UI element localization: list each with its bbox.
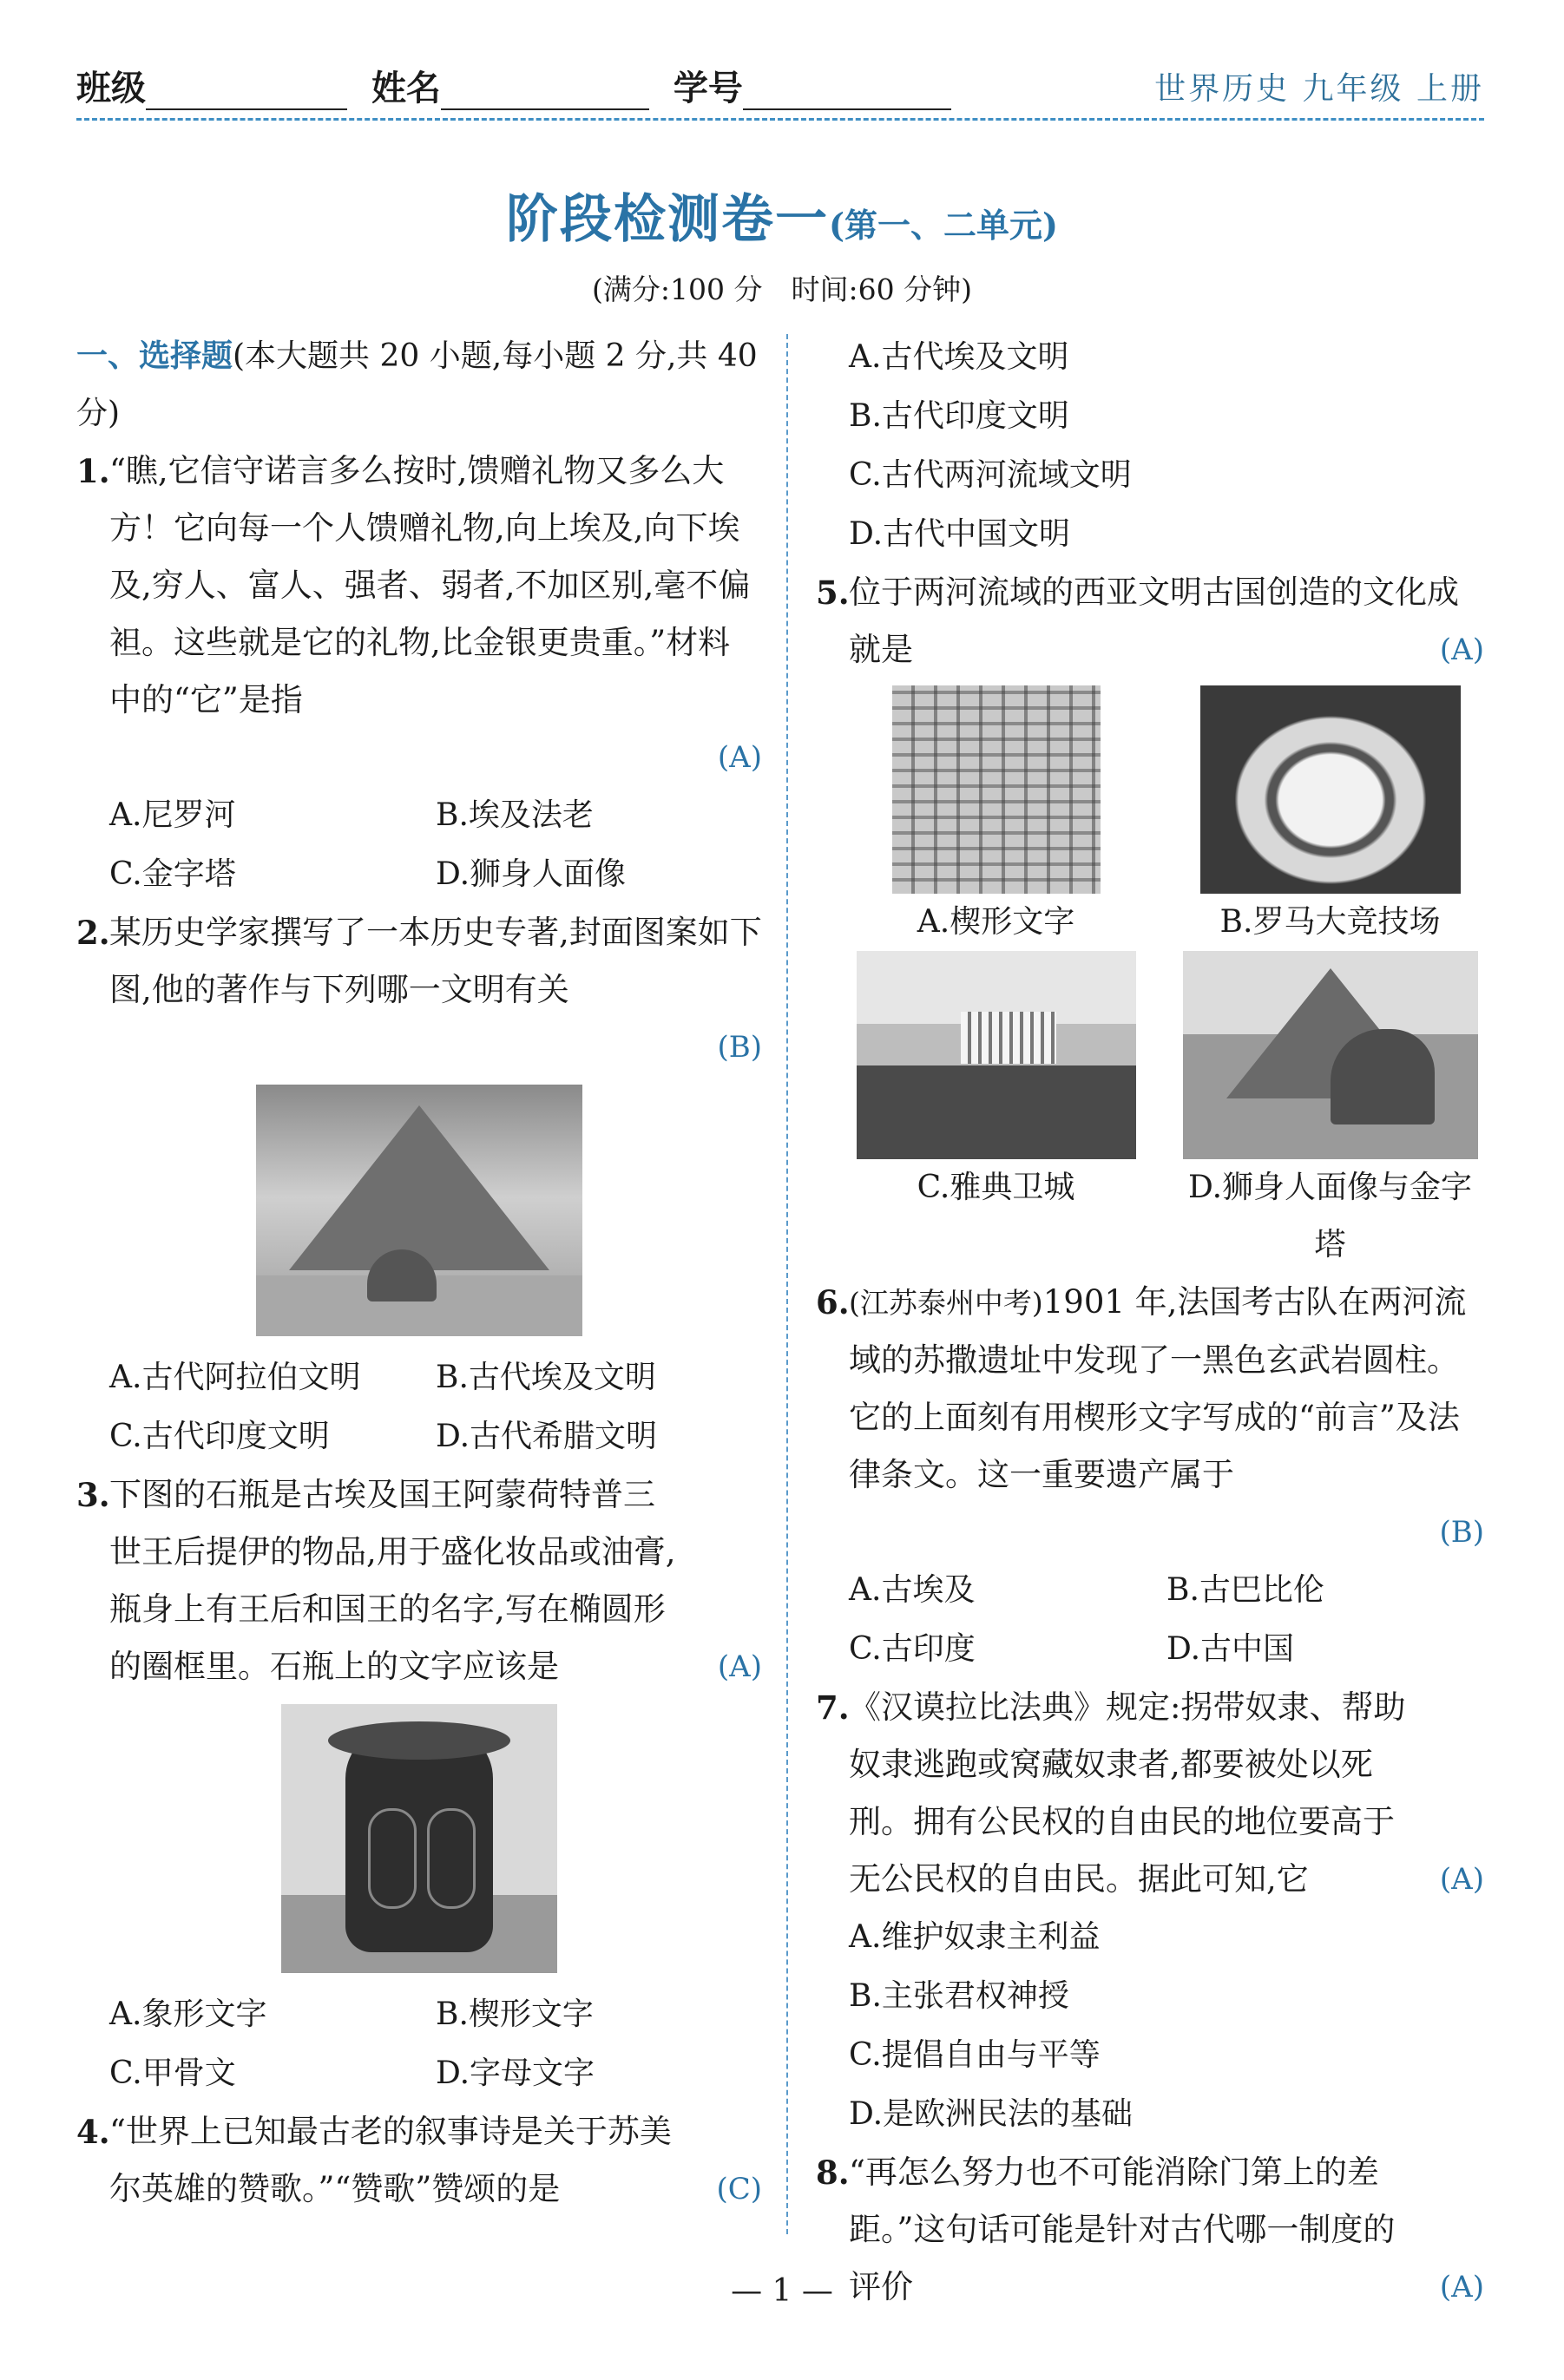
class-blank	[146, 75, 347, 110]
question-text: 下图的石瓶是古埃及国王阿蒙荷特普三世王后提伊的物品,用于盛化妆品或油膏,瓶身上有王后和国王的名字,写在椭圆形的圈框里。石瓶上的文字应该是	[109, 1476, 676, 1685]
option-a: A.象形文字	[109, 1996, 267, 2032]
question-number: 1.	[76, 452, 110, 490]
option-b: B.古代埃及文明	[436, 1360, 656, 1395]
question-number: 5.	[816, 574, 850, 612]
option-a: A.古代埃及文明	[849, 339, 1069, 375]
question-2	[76, 904, 762, 1019]
right-column	[816, 328, 1484, 2316]
exam-meta: (满分:100 分 时间:60 分钟)	[592, 272, 972, 306]
section-heading	[76, 328, 762, 443]
option-d: D.狮身人面像	[436, 856, 627, 892]
question-text: “瞧,它信守诺言多么按时,馈赠礼物又多么大方！它向每一个人馈赠礼物,向上埃及,向下埃及,穷人、富人、强者、弱者,不加区别,毫不偏袒。这些就是它的礼物,比金银更贵重。”材料中的“它”是指	[109, 452, 751, 718]
question-source: (江苏泰州中考)	[849, 1286, 1043, 1320]
answer-3: (A)	[717, 1649, 762, 1684]
option-c: C.古代两河流域文明	[849, 457, 1132, 493]
cuneiform-tablet-image	[892, 685, 1101, 894]
page-header	[76, 61, 1484, 121]
answer-2: (B)	[717, 1030, 762, 1065]
option-c: C.古印度	[849, 1631, 976, 1667]
colosseum-image	[1200, 685, 1461, 894]
pyramid-shape	[289, 1105, 549, 1270]
option-d: D.古代中国文明	[849, 516, 1071, 552]
options-1	[76, 786, 762, 904]
answer-8: (A)	[1439, 2270, 1484, 2305]
question-number: 3.	[76, 1476, 110, 1514]
student-info	[76, 61, 963, 110]
sphinx-pyramid-image	[1183, 951, 1478, 1159]
id-blank	[743, 75, 951, 110]
question-4	[76, 2103, 762, 2218]
option-b: B.主张君权神授	[849, 1978, 1069, 2014]
question-number: 8.	[816, 2154, 850, 2192]
caption-c: C.雅典卫城	[917, 1170, 1075, 1205]
question-number: 6.	[816, 1283, 850, 1321]
answer-4: (C)	[716, 2172, 762, 2206]
option-b: B.古代印度文明	[849, 398, 1069, 434]
section-title: 一、选择题	[76, 338, 233, 374]
option-b: B.埃及法老	[436, 797, 594, 833]
option-a: A.维护奴隶主利益	[849, 1919, 1101, 1955]
answer-7: (A)	[1439, 1862, 1484, 1897]
question-text: “世界上已知最古老的叙事诗是关于苏美尔英雄的赞歌。”“赞歌”赞颂的是	[109, 2113, 672, 2207]
caption-d: D.狮身人面像与金字塔	[1187, 1170, 1473, 1262]
option-c: C.提倡自由与平等	[849, 2037, 1101, 2073]
id-label: 学号	[673, 69, 743, 108]
exam-title	[0, 178, 1564, 252]
option-d: D.字母文字	[436, 2055, 595, 2091]
question-5	[816, 564, 1484, 679]
answer-6: (B)	[1439, 1515, 1484, 1550]
q5-option-b	[1176, 685, 1484, 951]
name-blank	[441, 75, 649, 110]
option-d: D.古代希腊文明	[436, 1419, 658, 1454]
option-d: D.古中国	[1166, 1631, 1295, 1667]
stone-jar-image	[281, 1704, 557, 1973]
option-d: D.是欧洲民法的基础	[849, 2096, 1134, 2132]
option-b: B.古巴比伦	[1166, 1572, 1324, 1608]
subject-label: 世界历史 九年级 上册	[1154, 71, 1484, 107]
cartouche-shape	[427, 1808, 476, 1909]
options-3	[76, 1985, 762, 2103]
caption-a: A.楔形文字	[917, 904, 1075, 940]
left-column	[76, 328, 762, 2218]
option-a: A.古代阿拉伯文明	[109, 1360, 361, 1395]
question-text: 1901 年,法国考古队在两河流域的苏撒遗址中发现了一黑色玄武岩圆柱。它的上面刻有用楔形文字写成的“前言”及法律条文。这一重要遗产属于	[849, 1283, 1467, 1493]
class-label: 班级	[76, 69, 146, 108]
question-number: 4.	[76, 2113, 110, 2151]
question-number: 2.	[76, 914, 110, 952]
question-number: 7.	[816, 1688, 850, 1727]
column-divider	[786, 334, 788, 2234]
options-6	[816, 1561, 1484, 1679]
option-a: A.古埃及	[849, 1572, 976, 1608]
exam-title-sub: (第一、二单元)	[829, 206, 1058, 245]
q5-option-c	[842, 951, 1150, 1274]
jar-rim	[328, 1721, 510, 1760]
option-c: C.甲骨文	[109, 2055, 236, 2091]
q5-option-a	[842, 685, 1150, 951]
question-3	[76, 1466, 762, 1695]
options-2	[76, 1348, 762, 1466]
answer-1: (A)	[717, 740, 762, 775]
options-7	[816, 1908, 1484, 2144]
name-label: 姓名	[371, 69, 441, 108]
options-4	[816, 328, 1484, 564]
q5-option-d	[1176, 951, 1484, 1274]
option-b: B.楔形文字	[436, 1996, 594, 2032]
section-desc: (本大题共 20 小题,每小题 2 分,共 40 分)	[76, 338, 758, 431]
page-number: — 1 —	[731, 2273, 833, 2309]
option-c: C.金字塔	[109, 856, 236, 892]
caption-b: B.罗马大竞技场	[1219, 904, 1441, 940]
answer-5: (A)	[1439, 633, 1484, 667]
question-6	[816, 1274, 1484, 1504]
question-text: 《汉谟拉比法典》规定:拐带奴隶、帮助奴隶逃跑或窝藏奴隶者,都要被处以死刑。拥有公民权的自由民的地位要高于无公民权的自由民。据此可知,它	[849, 1688, 1406, 1898]
question-7	[816, 1679, 1484, 1908]
acropolis-image	[857, 951, 1136, 1159]
option-c: C.古代印度文明	[109, 1419, 330, 1454]
exam-title-main: 阶段检测卷一	[506, 189, 830, 250]
q5-image-grid	[816, 685, 1484, 1274]
question-text: “再怎么努力也不可能消除门第上的差距。”这句话可能是针对古代哪一制度的评价	[849, 2154, 1396, 2305]
header-rule	[76, 118, 1484, 121]
question-text: 位于两河流域的西亚文明古国创造的文化成就是	[849, 574, 1459, 668]
question-1	[76, 443, 762, 729]
question-text: 某历史学家撰写了一本历史专著,封面图案如下图,他的著作与下列哪一文明有关	[109, 914, 762, 1008]
pyramid-sphinx-image	[256, 1085, 582, 1336]
cartouche-shape	[368, 1808, 417, 1909]
option-a: A.尼罗河	[109, 797, 236, 833]
